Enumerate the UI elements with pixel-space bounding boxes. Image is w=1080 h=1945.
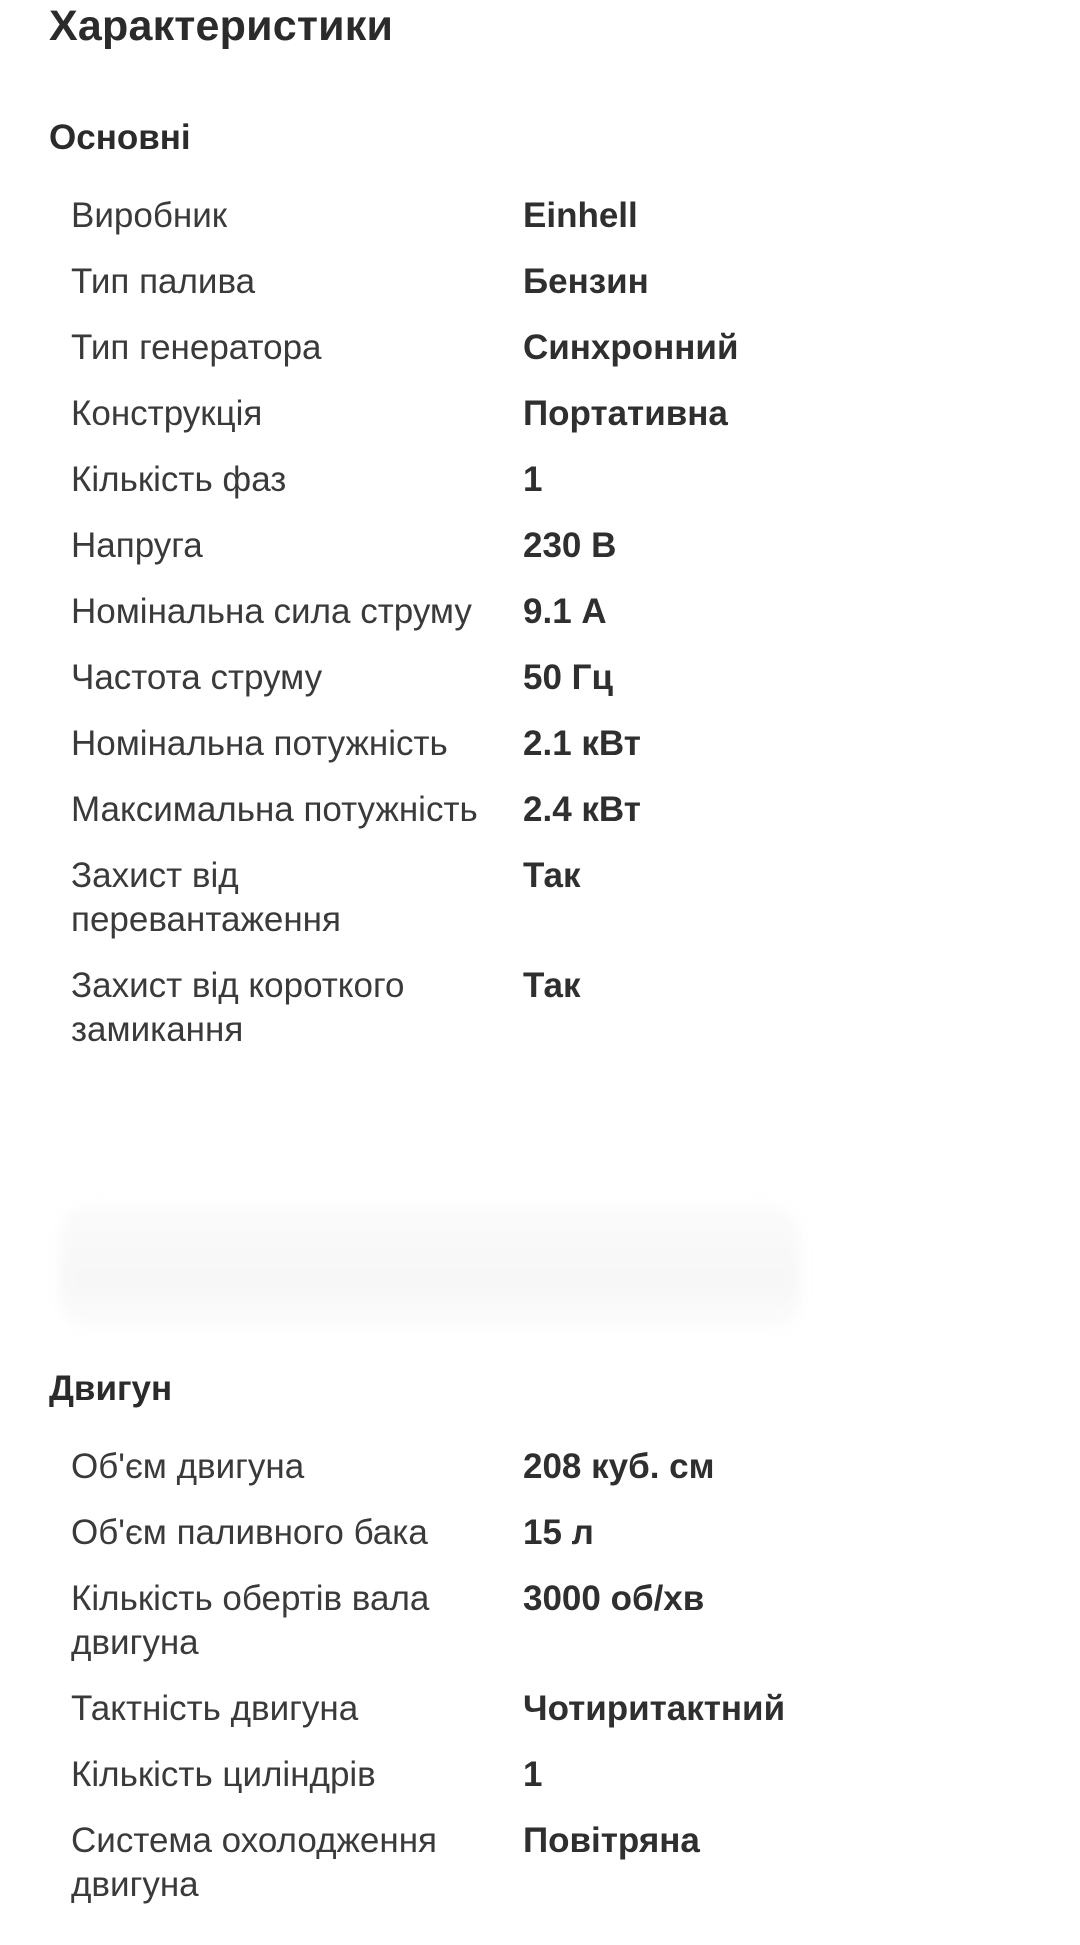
spec-row-frequency <box>71 656 1051 700</box>
spec-row-voltage <box>71 524 1051 568</box>
spec-list-basic <box>71 194 1051 1074</box>
spec-value: Einhell <box>523 196 638 235</box>
spec-row-generator-type <box>71 326 1051 370</box>
spec-value: 9.1 А <box>523 592 607 631</box>
spec-value: Чотиритактний <box>523 1689 786 1728</box>
spec-value: 230 В <box>523 526 617 565</box>
spec-row-short-circuit-protection <box>71 964 1051 1052</box>
spec-label: Кількість циліндрів <box>71 1755 376 1794</box>
spec-value: Портативна <box>523 394 728 433</box>
page-title: Характеристики <box>49 2 394 50</box>
spec-label: Виробник <box>71 196 228 235</box>
section-title-basic: Основні <box>49 118 191 157</box>
spec-row-shaft-rpm <box>71 1577 1051 1665</box>
spec-value: Бензин <box>523 262 649 301</box>
spec-row-cooling-system <box>71 1819 1051 1907</box>
spec-label: Захист від перевантаження <box>71 856 341 939</box>
spec-row-phases <box>71 458 1051 502</box>
spec-value: 1 <box>523 460 543 499</box>
blurred-placeholder <box>60 1205 800 1330</box>
spec-row-construction <box>71 392 1051 436</box>
spec-label: Напруга <box>71 526 203 565</box>
spec-label: Тип генератора <box>71 328 322 367</box>
spec-value: 50 Гц <box>523 658 614 697</box>
spec-label: Захист від короткого замикання <box>71 966 405 1049</box>
spec-value: 3000 об/хв <box>523 1579 705 1618</box>
spec-value: 2.1 кВт <box>523 724 641 763</box>
spec-label: Система охолодження двигуна <box>71 1821 437 1904</box>
spec-row-rated-power <box>71 722 1051 766</box>
spec-value: 15 л <box>523 1513 594 1552</box>
spec-row-fuel-tank-volume <box>71 1511 1051 1555</box>
spec-label: Конструкція <box>71 394 263 433</box>
spec-row-engine-stroke <box>71 1687 1051 1731</box>
spec-label: Частота струму <box>71 658 323 697</box>
spec-row-rated-current <box>71 590 1051 634</box>
spec-label: Об'єм паливного бака <box>71 1513 428 1552</box>
spec-row-overload-protection <box>71 854 1051 942</box>
spec-value: Так <box>523 966 581 1005</box>
spec-value: 208 куб. см <box>523 1447 715 1486</box>
spec-row-manufacturer <box>71 194 1051 238</box>
spec-row-max-power <box>71 788 1051 832</box>
spec-value: 1 <box>523 1755 543 1794</box>
spec-label: Тактність двигуна <box>71 1689 359 1728</box>
spec-label: Номінальна потужність <box>71 724 448 763</box>
spec-label: Кількість обертів вала двигуна <box>71 1579 430 1662</box>
spec-value: Повітряна <box>523 1821 700 1860</box>
spec-value: 2.4 кВт <box>523 790 641 829</box>
spec-value: Синхронний <box>523 328 739 367</box>
spec-label: Кількість фаз <box>71 460 287 499</box>
spec-value: Так <box>523 856 581 895</box>
spec-label: Об'єм двигуна <box>71 1447 305 1486</box>
spec-row-cylinders <box>71 1753 1051 1797</box>
spec-label: Максимальна потужність <box>71 790 478 829</box>
spec-row-engine-displacement <box>71 1445 1051 1489</box>
spec-row-fuel-type <box>71 260 1051 304</box>
spec-label: Номінальна сила струму <box>71 592 472 631</box>
spec-label: Тип палива <box>71 262 256 301</box>
spec-list-engine <box>71 1445 1051 1929</box>
section-title-engine: Двигун <box>49 1369 173 1408</box>
